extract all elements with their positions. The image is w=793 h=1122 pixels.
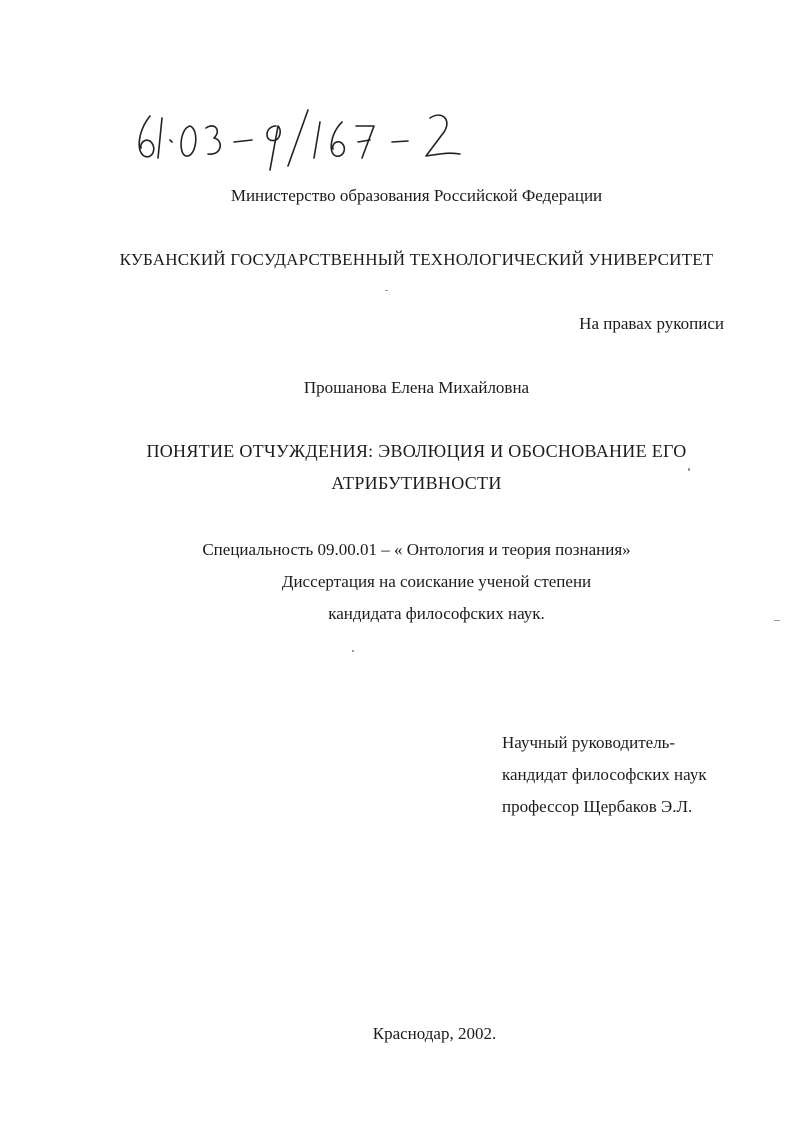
- specialty-line: Специальность 09.00.01 – « Онтология и теория познания»: [202, 540, 631, 559]
- scan-speck: [352, 650, 354, 652]
- scan-speck: [385, 290, 388, 291]
- degree-name-line: кандидата философских наук.: [328, 604, 545, 623]
- dissertation-title-line-1: ПОНЯТИЕ ОТЧУЖДЕНИЯ: ЭВОЛЮЦИЯ И ОБОСНОВАНИЕ ЕГО: [146, 441, 687, 461]
- degree-purpose-line: Диссертация на соискание ученой степени: [281, 572, 592, 591]
- handwritten-code-drawing: [130, 96, 490, 176]
- handwritten-catalog-number: [130, 96, 490, 176]
- university-name: КУБАНСКИЙ ГОСУДАРСТВЕННЫЙ ТЕХНОЛОГИЧЕСКИЙ УНИВЕРСИТЕТ: [119, 250, 714, 269]
- supervisor-degree: кандидат философских наук: [502, 765, 707, 784]
- scan-speck: [774, 620, 780, 621]
- dissertation-title-line-2: АТРИБУТИВНОСТИ: [331, 473, 502, 493]
- city-year: Краснодар, 2002.: [372, 1024, 497, 1043]
- author-name: Прошанова Елена Михайловна: [303, 378, 530, 397]
- ministry-line: Министерство образования Российской Федерации: [230, 186, 603, 205]
- supervisor-label: Научный руководитель-: [502, 733, 676, 752]
- rights-note: На правах рукописи: [579, 314, 724, 333]
- supervisor-name: профессор Щербаков Э.Л.: [502, 797, 693, 816]
- scan-speck: [688, 468, 690, 471]
